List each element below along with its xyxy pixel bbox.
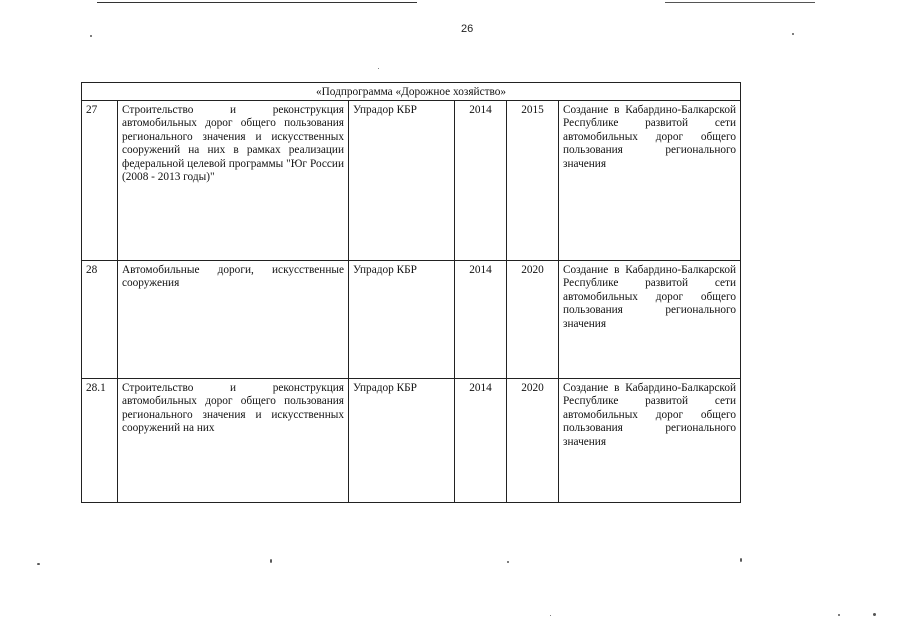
executor: Упрадор КБР xyxy=(349,379,455,503)
scan-speck xyxy=(90,35,92,37)
section-title: «Подпрограмма «Дорожное хозяйство» xyxy=(82,83,741,101)
expected-result: Создание в Кабардино-Балкарской Республике развитой сети автомобильных дорог общего пользования регионального значения xyxy=(559,261,741,379)
expected-result: Создание в Кабардино-Балкарской Республике развитой сети автомобильных дорог общего пользования регионального значения xyxy=(559,101,741,261)
start-year: 2014 xyxy=(455,101,507,261)
start-year: 2014 xyxy=(455,379,507,503)
scan-speck xyxy=(507,561,509,563)
activity-name: Автомобильные дороги, искусственные сооружения xyxy=(118,261,349,379)
row-number: 28.1 xyxy=(82,379,118,503)
end-year: 2015 xyxy=(507,101,559,261)
activity-name: Строительство и реконструкция автомобильных дорог общего пользования регионального значения и искусственных сооружений на них xyxy=(118,379,349,503)
scan-speck xyxy=(270,559,272,563)
top-scan-rule-right xyxy=(665,2,815,3)
table-row xyxy=(82,261,741,379)
table-row xyxy=(82,379,741,503)
top-scan-rule-left xyxy=(97,2,417,3)
scan-speck xyxy=(37,563,40,565)
end-year: 2020 xyxy=(507,379,559,503)
activity-name: Строительство и реконструкция автомобильных дорог общего пользования регионального значения и искусственных сооружений на них в рамках реализации федеральной целевой программы "Юг России (2008 - 2013 годы)" xyxy=(118,101,349,261)
end-year: 2020 xyxy=(507,261,559,379)
executor: Упрадор КБР xyxy=(349,101,455,261)
scan-speck xyxy=(740,558,742,562)
page-number: 26 xyxy=(461,23,474,35)
table-row xyxy=(82,101,741,261)
row-number: 28 xyxy=(82,261,118,379)
section-title-row xyxy=(82,83,741,101)
scan-speck xyxy=(550,615,551,616)
expected-result: Создание в Кабардино-Балкарской Республике развитой сети автомобильных дорог общего пользования регионального значения xyxy=(559,379,741,503)
scan-speck xyxy=(873,613,876,616)
program-table xyxy=(81,82,741,503)
executor: Упрадор КБР xyxy=(349,261,455,379)
start-year: 2014 xyxy=(455,261,507,379)
scan-speck xyxy=(792,33,794,35)
scan-speck xyxy=(838,614,840,616)
scan-speck xyxy=(378,68,379,69)
row-number: 27 xyxy=(82,101,118,261)
